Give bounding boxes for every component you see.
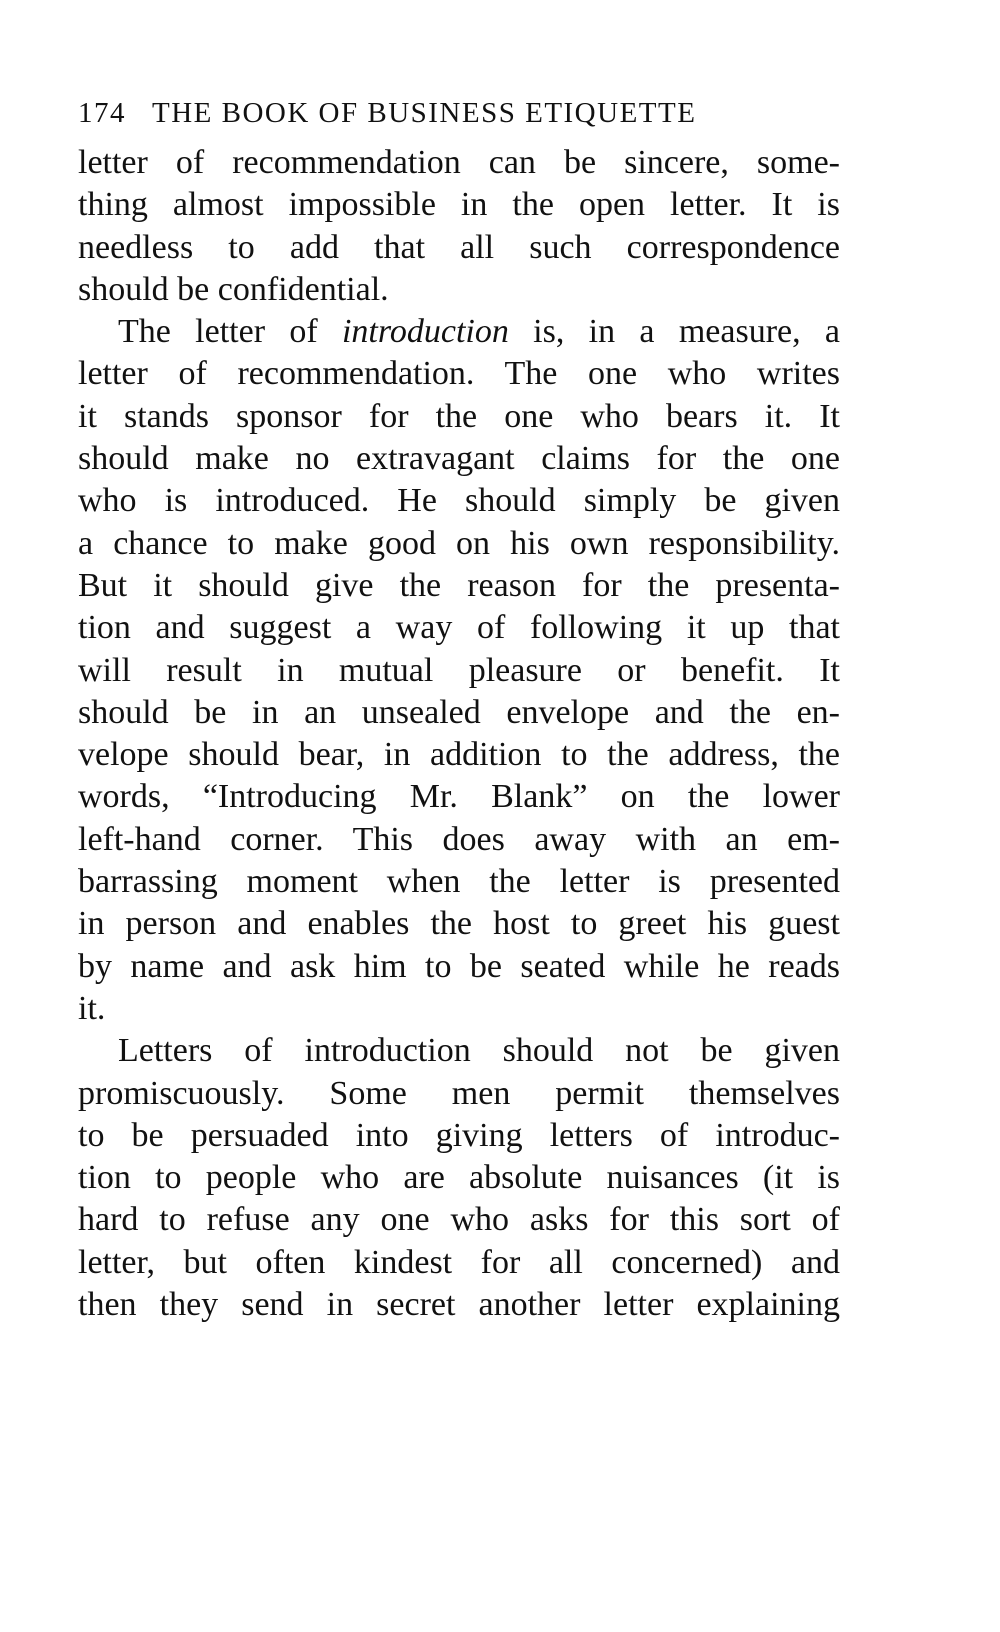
text-line: needless to add that all such correspondence — [78, 228, 840, 266]
text-line: Letters of introduction should not be given — [118, 1032, 840, 1070]
text-line: to be persuaded into giving letters of introduc- — [78, 1116, 840, 1154]
book-page — [78, 92, 840, 1326]
text-line: it stands sponsor for the one who bears it. It — [78, 397, 840, 435]
text-line-rest: is, in a measure, a — [533, 313, 840, 351]
text-line: letter, but often kindest for all concerned) and — [78, 1243, 840, 1281]
text-line: promiscuously. Some men permit themselves — [78, 1074, 840, 1112]
text-line: hard to refuse any one who asks for this sort of — [78, 1201, 840, 1239]
body-text — [78, 142, 840, 1326]
text-line: tion to people who are absolute nuisances (it is — [78, 1159, 840, 1197]
text-line: words, “Introducing Mr. Blank” on the lower — [78, 778, 840, 816]
text-line: tion and suggest a way of following it up that — [78, 609, 840, 647]
text-line-first — [78, 311, 840, 353]
text-line: who is introduced. He should simply be given — [78, 482, 840, 520]
text-line: barrassing moment when the letter is presented — [78, 863, 840, 901]
lead-text: The letter of — [118, 313, 342, 351]
page-number: 174 — [78, 97, 126, 129]
running-head — [78, 92, 840, 142]
paragraph-2 — [78, 311, 840, 1030]
text-line: then they send in secret another letter explaining — [78, 1286, 840, 1324]
text-line: in person and enables the host to greet his guest — [78, 905, 840, 943]
text-line: letter of recommendation. The one who writes — [78, 355, 840, 393]
italic-term: introduction — [341, 313, 509, 351]
text-line: by name and ask him to be seated while he reads — [78, 947, 840, 985]
text-line: a chance to make good on his own responsibility. — [78, 524, 840, 562]
text-line: But it should give the reason for the presenta- — [78, 566, 840, 604]
text-line: should make no extravagant claims for the one — [78, 440, 840, 478]
text-line: left-hand corner. This does away with an em- — [78, 820, 840, 858]
text-line: should be confidential. — [78, 270, 389, 308]
running-title: THE BOOK OF BUSINESS ETIQUETTE — [152, 97, 697, 129]
text-line: letter of recommendation can be sincere, some- — [78, 144, 840, 181]
text-line: will result in mutual pleasure or benefit. It — [78, 651, 840, 689]
text-line: should be in an unsealed envelope and the en- — [78, 693, 840, 731]
text-line: velope should bear, in addition to the address, the — [78, 736, 840, 774]
text-line: it. — [78, 989, 106, 1027]
paragraph-3 — [78, 1030, 840, 1326]
text-line: thing almost impossible in the open letter. It is — [78, 186, 840, 224]
paragraph-1 — [78, 142, 840, 311]
